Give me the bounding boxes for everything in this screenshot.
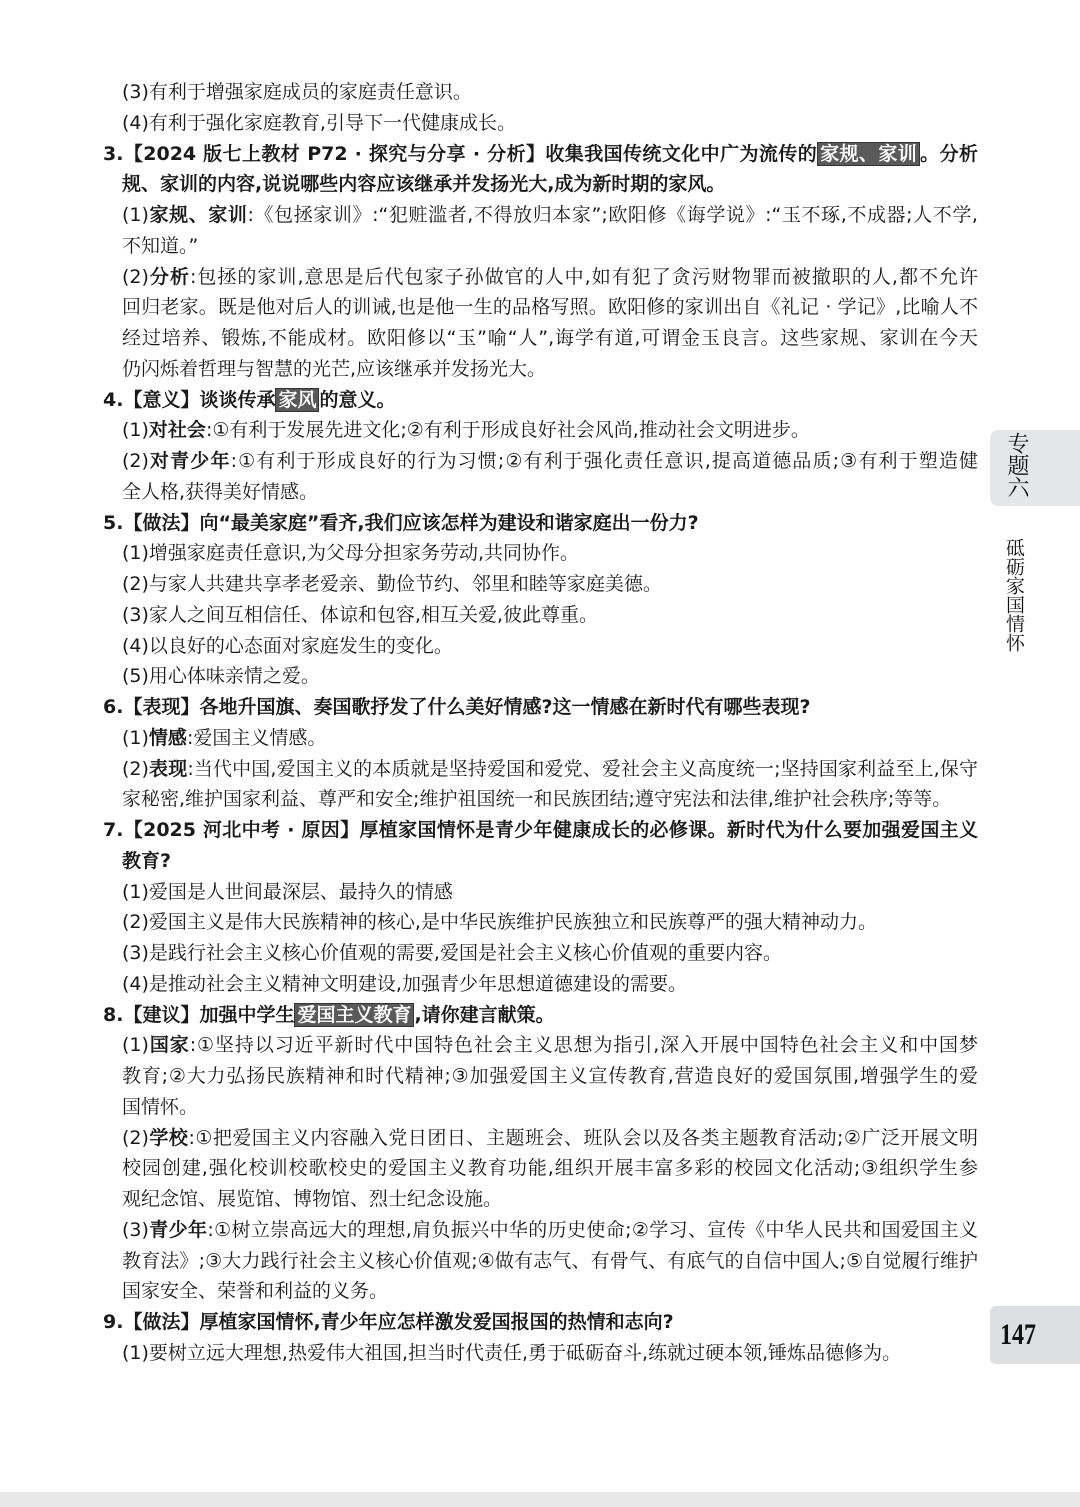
question-line [103,508,978,539]
line-text: 8.【建议】加强中学生 [103,1003,295,1026]
line-text: (3) [122,1218,149,1241]
line-text: ,请你建言献策。 [414,1003,555,1026]
line-text: :当代中国,爱国主义的本质就是坚持爱国和爱党、爱社会主义高度统一;坚持国家利益至上,保守 [187,757,978,780]
answer-label: 对社会 [148,419,206,442]
line-text: 国家安全、荣誉和利益的义务。 [122,1280,389,1303]
answer-line [122,1184,978,1215]
line-text: (2)与家人共建共享孝老爱亲、勤俭节约、邻里和睦等家庭美德。 [122,573,662,595]
answer-line [122,200,978,231]
line-text: (1)增强家庭责任意识,为父母分担家务劳动,共同协作。 [122,542,579,565]
line-text: (2) [122,265,149,288]
line-text: 教育;②大力弘扬民族精神和时代精神;③加强爱国主义宣传教育,营造良好的爱国氛围,增强学生的爱 [122,1065,978,1087]
line-text: 国情怀。 [122,1095,199,1118]
answer-line [122,938,978,969]
answer-label: 分析 [148,265,190,288]
line-text: (1) [122,204,149,226]
answer-line [122,569,978,600]
line-text: 。分析 [920,142,978,165]
line-text: (4)是推动社会主义精神文明建设,加强青少年思想道德建设的需要。 [122,972,687,995]
line-text: (1)爱国是人世间最深层、最持久的情感 [122,880,453,903]
line-text: (1) [122,726,149,749]
question-line [103,1000,978,1031]
page-number-box [990,1306,1080,1364]
line-text: :①坚持以习近平新时代中国特色社会主义思想为指引,深入开展中国特色社会主义和中国梦 [189,1034,978,1057]
line-text: 9.【做法】厚植家国情怀,青少年应怎样激发爱国报国的热情和志向? [103,1311,674,1333]
line-text: (4)有利于强化家庭教育,引导下一代健康成长。 [122,111,516,134]
answer-line [122,477,978,508]
line-text: :包拯的家训,意思是后代包家子孙做官的人中,如有犯了贪污财物罪而被撤职的人,都不允许 [189,265,978,288]
answer-line [122,969,978,1000]
line-text: 校园创建,强化校训校歌校史的爱国主义教育功能,组织开展丰富多彩的校园文化活动;③组织学生参 [122,1157,978,1180]
line-text: 的意义。 [319,388,396,411]
bottom-strip [0,1492,1080,1507]
answer-label: 学校 [148,1126,189,1149]
answer-line [122,1338,978,1369]
answer-line [122,907,978,938]
answer-line [122,538,978,569]
line-text: 观纪念馆、展览馆、博物馆、烈士纪念设施。 [122,1188,503,1210]
line-text: 仍闪烁着哲理与智慧的光芒,应该继承并发扬光大。 [122,357,547,380]
line-text: (1)要树立远大理想,热爱伟大祖国,担当时代责任,勇于砥砺奋斗,练就过硬本领,锤炼品德修为。 [122,1341,902,1364]
question-line [122,169,978,200]
line-text: 7.【2025 河北中考 · 原因】厚植家国情怀是青少年健康成长的必修课。新时代为什么要加强爱国主义 [103,819,978,841]
answer-label: 情感 [148,726,187,749]
question-line [103,692,978,723]
line-text: :①把爱国主义内容融入党日团日、主题班会、班队会以及各类主题教育活动;②广泛开展文明 [188,1126,978,1149]
line-text: (3)有利于增强家庭成员的家庭责任意识。 [122,81,472,103]
answer-line [122,1215,978,1246]
line-text: 6.【表现】各地升国旗、奏国歌抒发了什么美好情感?这一情感在新时代有哪些表现? [103,696,811,718]
line-text: :①树立崇高远大的理想,肩负振兴中华的历史使命;②学习、宣传《中华人民共和国爱国主义 [207,1218,978,1241]
line-text: 教育? [122,849,172,872]
line-text: 4.【意义】谈谈传承 [103,388,276,411]
answer-label: 表现 [148,757,188,780]
highlighted-term: 家规、家训 [817,142,920,166]
line-text: 回归老家。既是他对后人的训诫,也是他一生的品格写照。欧阳修的家训出自《礼记 · 学记》,比喻人不 [122,296,978,319]
highlighted-term: 家风 [275,388,319,412]
answer-line [122,1246,978,1277]
question-line [103,1307,978,1338]
line-text: 家秘密,维护国家利益、尊严和安全;维护祖国统一和民族团结;遵守宪法和法律,维护社会秩序;等等。 [122,788,952,811]
line-text: (3)是践行社会主义核心价值观的需要,爱国是社会主义核心价值观的重要内容。 [122,942,782,964]
line-text: :爱国主义情感。 [186,726,327,749]
question-line [103,139,978,170]
answer-line [122,1061,978,1092]
answer-line [122,631,978,662]
line-text: (5)用心体味亲情之爱。 [122,665,320,688]
line-text: (2) [122,757,149,780]
chapter-title: 砥砺家国情怀 [1003,538,1025,652]
question-line [103,815,978,846]
line-text: 规、家训的内容,说说哪些内容应该继承并发扬光大,成为新时期的家风。 [122,173,726,196]
line-text: 5.【做法】向“最美家庭”看齐,我们应该怎样为建设和谐家庭出一份力? [103,511,699,534]
answer-line [122,415,978,446]
answer-line [122,1276,978,1307]
line-text: (1) [122,1034,149,1057]
answer-line [122,446,978,477]
answer-line [122,354,978,385]
answer-line [122,661,978,692]
topic-tab-label: 专题六 [1004,432,1029,498]
answer-line [122,1030,978,1061]
answer-label: 对青少年 [148,450,231,472]
line-text: (2)爱国主义是伟大民族精神的核心,是中华民族维护民族独立和民族尊严的强大精神动力。 [122,911,877,934]
answer-line [122,77,978,108]
highlighted-term: 爱国主义教育 [294,1003,414,1027]
question-line [103,385,978,416]
answer-line [122,600,978,631]
line-text: 经过培养、锻炼,不能成材。欧阳修以“玉”喻“人”,诲学有道,可谓金玉良言。这些家规、家训在今天 [122,327,978,349]
answer-line [122,292,978,323]
line-text: 3.【2024 版七上教材 P72 · 探究与分享 · 分析】收集我国传统文化中广为流传的 [103,142,818,165]
answer-line [122,1092,978,1123]
page-number: 147 [1000,1318,1036,1351]
line-text: (3)家人之间互相信任、体谅和包容,相互关爱,彼此尊重。 [122,603,598,626]
line-text: (1) [122,419,149,442]
answer-line [122,323,978,354]
answer-line [122,754,978,785]
line-text: :①有利于形成良好的行为习惯;②有利于强化责任意识,提高道德品质;③有利于塑造健 [230,450,978,472]
answer-label: 国家 [148,1034,190,1057]
line-text: :《包拯家训》:“犯赃滥者,不得放归本家”;欧阳修《诲学说》:“玉不琢,不成器;人不学, [247,204,978,226]
line-text: 教育法》;③大力践行社会主义核心价值观;④做有志气、有骨气、有底气的自信中国人;⑤自觉履行维护 [122,1249,978,1272]
answer-line [122,1153,978,1184]
line-text: (2) [122,1126,149,1149]
answer-line [122,723,978,754]
line-text: :①有利于发展先进文化;②有利于形成良好社会风尚,推动社会文明进步。 [205,419,810,442]
line-text: 不知道。” [122,234,199,257]
line-text: 全人格,获得美好情感。 [122,480,319,503]
answer-line [122,108,978,139]
answer-label: 青少年 [148,1218,208,1241]
answer-label: 家规、家训 [148,204,248,226]
answer-line [122,877,978,908]
answer-line [122,231,978,262]
question-line [122,846,978,877]
answer-line [122,784,978,815]
answer-line [122,1123,978,1154]
line-text: (4)以良好的心态面对家庭发生的变化。 [122,634,453,657]
answer-line [122,262,978,293]
line-text: (2) [122,450,149,472]
